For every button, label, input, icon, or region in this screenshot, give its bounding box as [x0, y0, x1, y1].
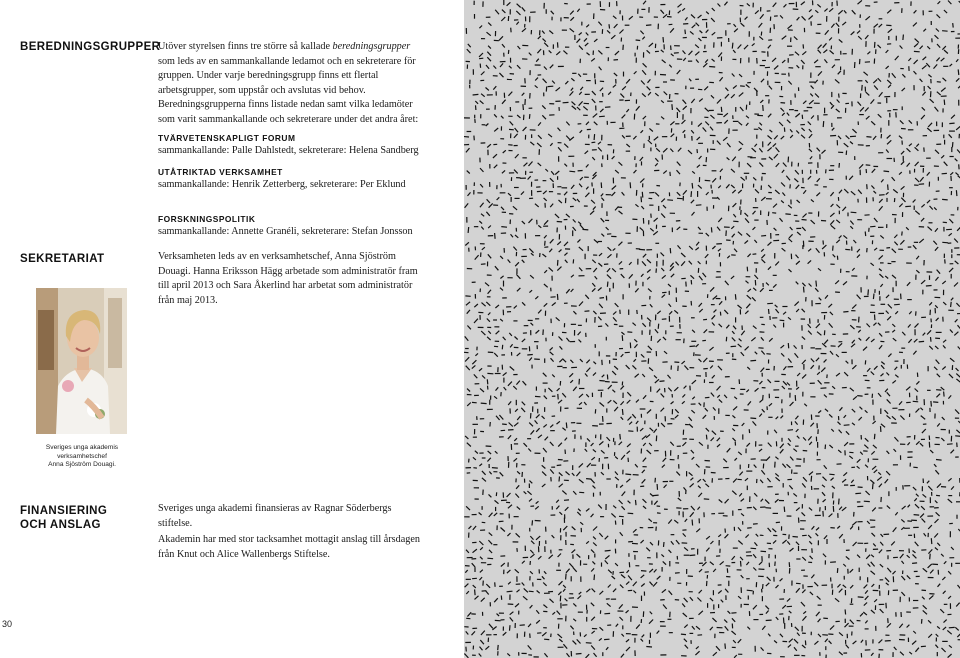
- pattern-canvas: [464, 0, 960, 658]
- group-detail: sammankallande: Henrik Zetterberg, sekreterare: Per Eklund: [158, 179, 406, 190]
- group-detail: sammankallande: Palle Dahlstedt, sekreterare: Helena Sandberg: [158, 145, 419, 156]
- caption-line: verksamhetschef: [57, 452, 107, 460]
- heading-line: OCH ANSLAG: [20, 519, 101, 531]
- caption-line: Sveriges unga akademis: [45, 444, 119, 451]
- group-name: TVÄRVETENSKAPLIGT FORUM: [158, 133, 296, 143]
- heading-line: FINANSIERING: [20, 505, 108, 517]
- group-detail: sammankallande: Annette Granéli, sekreterare: Stefan Jonsson: [158, 226, 413, 237]
- group-name: FORSKNINGSPOLITIK: [158, 214, 256, 224]
- photo-caption: [22, 444, 142, 470]
- portrait-illustration: [36, 288, 127, 434]
- finansiering-text: [158, 502, 428, 562]
- section-heading-finansiering: [20, 504, 107, 532]
- group-utatriktad-verksamhet: [158, 166, 428, 193]
- intro-paragraph: [158, 40, 428, 128]
- finansiering-paragraph: Akademin har med stor tacksamhet mottagit anslag till årsdagen från Knut och Alice Wallenbergs Stiftelse.: [158, 534, 420, 560]
- dash-pattern-artwork: [464, 0, 960, 658]
- caption-line: Anna Sjöström Douagi.: [48, 461, 116, 469]
- intro-text-end: som leds av en sammankallande ledamot och en sekreterare för gruppen. Under varje beredningsgrupp finns ett flertal arbetsgrupper, som uppstår och avslutas vid behov. Beredningsgrupperna finns listade nedan samt vilka ledamöter som varit sammankallande och sekreterare under det andra året:: [158, 55, 419, 125]
- intro-emphasis: beredningsgrupper: [332, 41, 411, 52]
- section-heading-beredningsgrupper: BEREDNINGSGRUPPER: [20, 41, 161, 53]
- page-number: 30: [2, 619, 13, 629]
- finansiering-paragraph: Sveriges unga akademi finansieras av Ragnar Söderbergs stiftelse.: [158, 503, 392, 529]
- group-tvarvetenskapligt-forum: [158, 132, 428, 159]
- sekretariat-paragraph: Verksamheten leds av en verksamhetschef, Anna Sjöström Douagi. Hanna Eriksson Hägg arbetade som administratör fram till april 2013 och Sara Åkerlind har arbetat som administratör från maj 2013.: [158, 251, 418, 306]
- intro-text-start: Utöver styrelsen finns tre större så kallade: [158, 41, 333, 52]
- section-heading-sekretariat: SEKRETARIAT: [20, 253, 105, 265]
- portrait-photo: [36, 288, 127, 434]
- left-page: [0, 0, 464, 658]
- group-forskningspolitik: [158, 213, 428, 240]
- beredningsgrupper-intro: [158, 40, 428, 128]
- sekretariat-text: [158, 250, 428, 308]
- group-name: UTÅTRIKTAD VERKSAMHET: [158, 167, 283, 177]
